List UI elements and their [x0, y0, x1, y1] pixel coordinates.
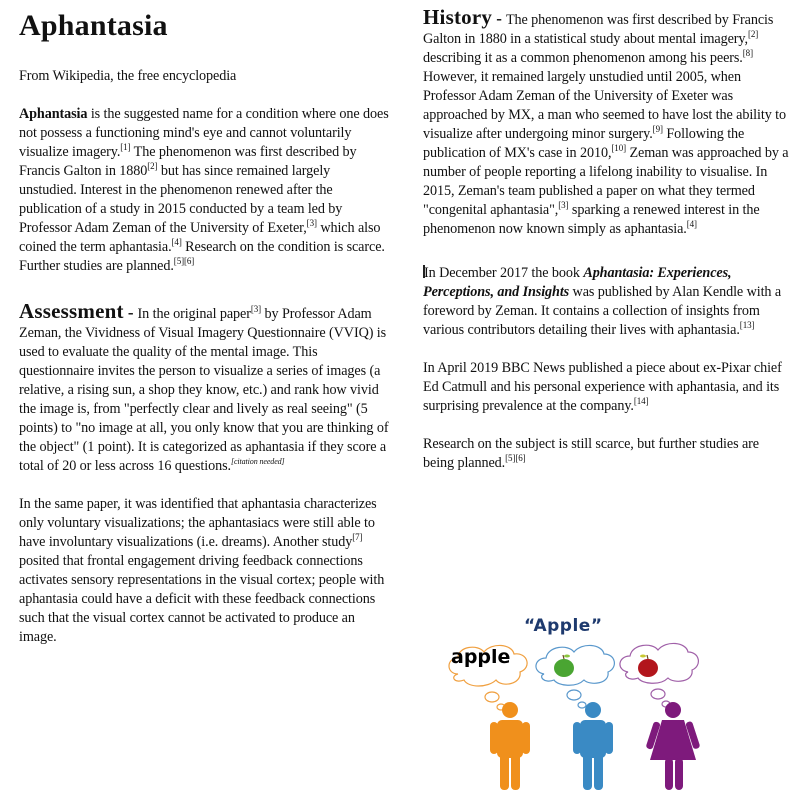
ref-link[interactable]: [8]: [742, 48, 753, 58]
assessment-paragraph: Assessment - In the original paper[3] by Professor Adam Zeman, the Vividness of Visual Imagery Questionnaire (VVIQ) is used to evaluate the quality of the mental image. This questionnaire invites the person to visualize a series of images (a relative, a rising sun, a shop they know, etc.) and rank how vivid the image is, from "perfectly clear and lively as real seeing" (5 points) to "no image at all, you only know that you are thinking of the object" (1 point). It is categorized as aphantasia if they score a total of 20 or less across 16 questions.[citation needed]: [19, 299, 389, 474]
ref-link[interactable]: [14]: [633, 396, 649, 406]
thought-word: apple: [451, 646, 511, 668]
book-title: Aphantasia: Experiences, Perceptions, and Insights: [423, 265, 732, 300]
same-paper-paragraph: In the same paper, it was identified that aphantasia characterizes only voluntary visualizations; the aphantasiacs were still able to have involuntary visualizations (i.e. dreams). Another study[7] posited that frontal engagement driving feedback connections activates sensory representations in the visual cortex; people with aphantasia could have a deficit with these feedback connections such that the visual cortex cannot be activated to produce an image.: [19, 496, 385, 645]
page-title: Aphantasia: [19, 9, 168, 42]
thought-cloud-purple-icon: [620, 643, 698, 707]
research-paragraph: Research on the subject is still scarce, but further studies are being planned.[5][6]: [423, 436, 759, 471]
apple-illustration: [440, 612, 740, 797]
person-orange-icon: [490, 702, 530, 790]
ref-link[interactable]: [2]: [747, 29, 759, 39]
ref-link[interactable]: [7]: [352, 532, 363, 542]
ref-link[interactable]: [3]: [250, 304, 262, 314]
left-column: [19, 8, 391, 647]
ref-link[interactable]: [3]: [558, 200, 569, 210]
ref-link[interactable]: [4]: [171, 237, 182, 247]
ref-link[interactable]: [13]: [739, 320, 755, 330]
illustration-caption: “Apple”: [524, 616, 603, 636]
illustration-graphic: [440, 612, 740, 797]
bbc-paragraph: In April 2019 BBC News published a piece about ex-Pixar chief Ed Catmull and his personal experience with aphantasia, and its surprising prevalence at the company.[14]: [423, 360, 782, 414]
ref-link[interactable]: [5][6]: [505, 453, 526, 463]
right-column: [423, 5, 793, 473]
citation-needed-link[interactable]: [citation needed]: [230, 457, 285, 466]
intro-bold-term: Aphantasia: [19, 106, 88, 122]
ref-link[interactable]: [10]: [611, 143, 627, 153]
book-paragraph: In December 2017 the book Aphantasia: Experiences, Perceptions, and Insights was published by Alan Kendle with a foreword by Zeman. It contains a collection of insights from various contributors detailing their lives with aphantasia.[13]: [423, 265, 782, 338]
ref-link[interactable]: [2]: [147, 161, 158, 171]
ref-link[interactable]: [3]: [306, 218, 317, 228]
person-blue-icon: [573, 702, 613, 790]
history-heading: History: [423, 5, 493, 29]
ref-link[interactable]: [4]: [686, 219, 697, 229]
ref-link[interactable]: [1]: [120, 142, 131, 152]
person-purple-icon: [645, 702, 700, 790]
ref-link[interactable]: [5][6]: [173, 256, 195, 266]
assessment-heading: Assessment: [19, 299, 124, 323]
history-paragraph: History - The phenomenon was first described by Francis Galton in 1880 in a statistical study about mental imagery,[2] describing it as a common phenomenon among his peers.[8] However, it remained largely unstudied until 2005, when Professor Adam Zeman of the University of Exeter was approached by MX, a man who seemed to have lost the ability to visualize after undergoing minor surgery.[9] Following the publication of MX's case in 2010,[10] Zeman was approached by a number of people reporting a lifelong inability to visualise. In 2015, Zeman's team published a paper on what they termed "congenital aphantasia",[3] sparking a renewed interest in the phenomenon now known simply as aphantasia.[4]: [423, 5, 789, 237]
thought-cloud-blue-icon: [536, 645, 614, 708]
ref-link[interactable]: [9]: [652, 124, 663, 134]
intro-paragraph: Aphantasia is the suggested name for a condition where one does not possess a functioning mind's eye and cannot voluntarily visualize imagery.[1] The phenomenon was first described by Francis Galton in 1880[2] but has since remained largely unstudied. Interest in the phenomenon renewed after the publication of a study in 2015 conducted by a team led by Professor Adam Zeman of the University of Exeter,[3] which also coined the term aphantasia.[4] Research on the condition is scarce. Further studies are planned.[5][6]: [19, 106, 389, 274]
page-subtitle: From Wikipedia, the free encyclopedia: [19, 68, 237, 84]
